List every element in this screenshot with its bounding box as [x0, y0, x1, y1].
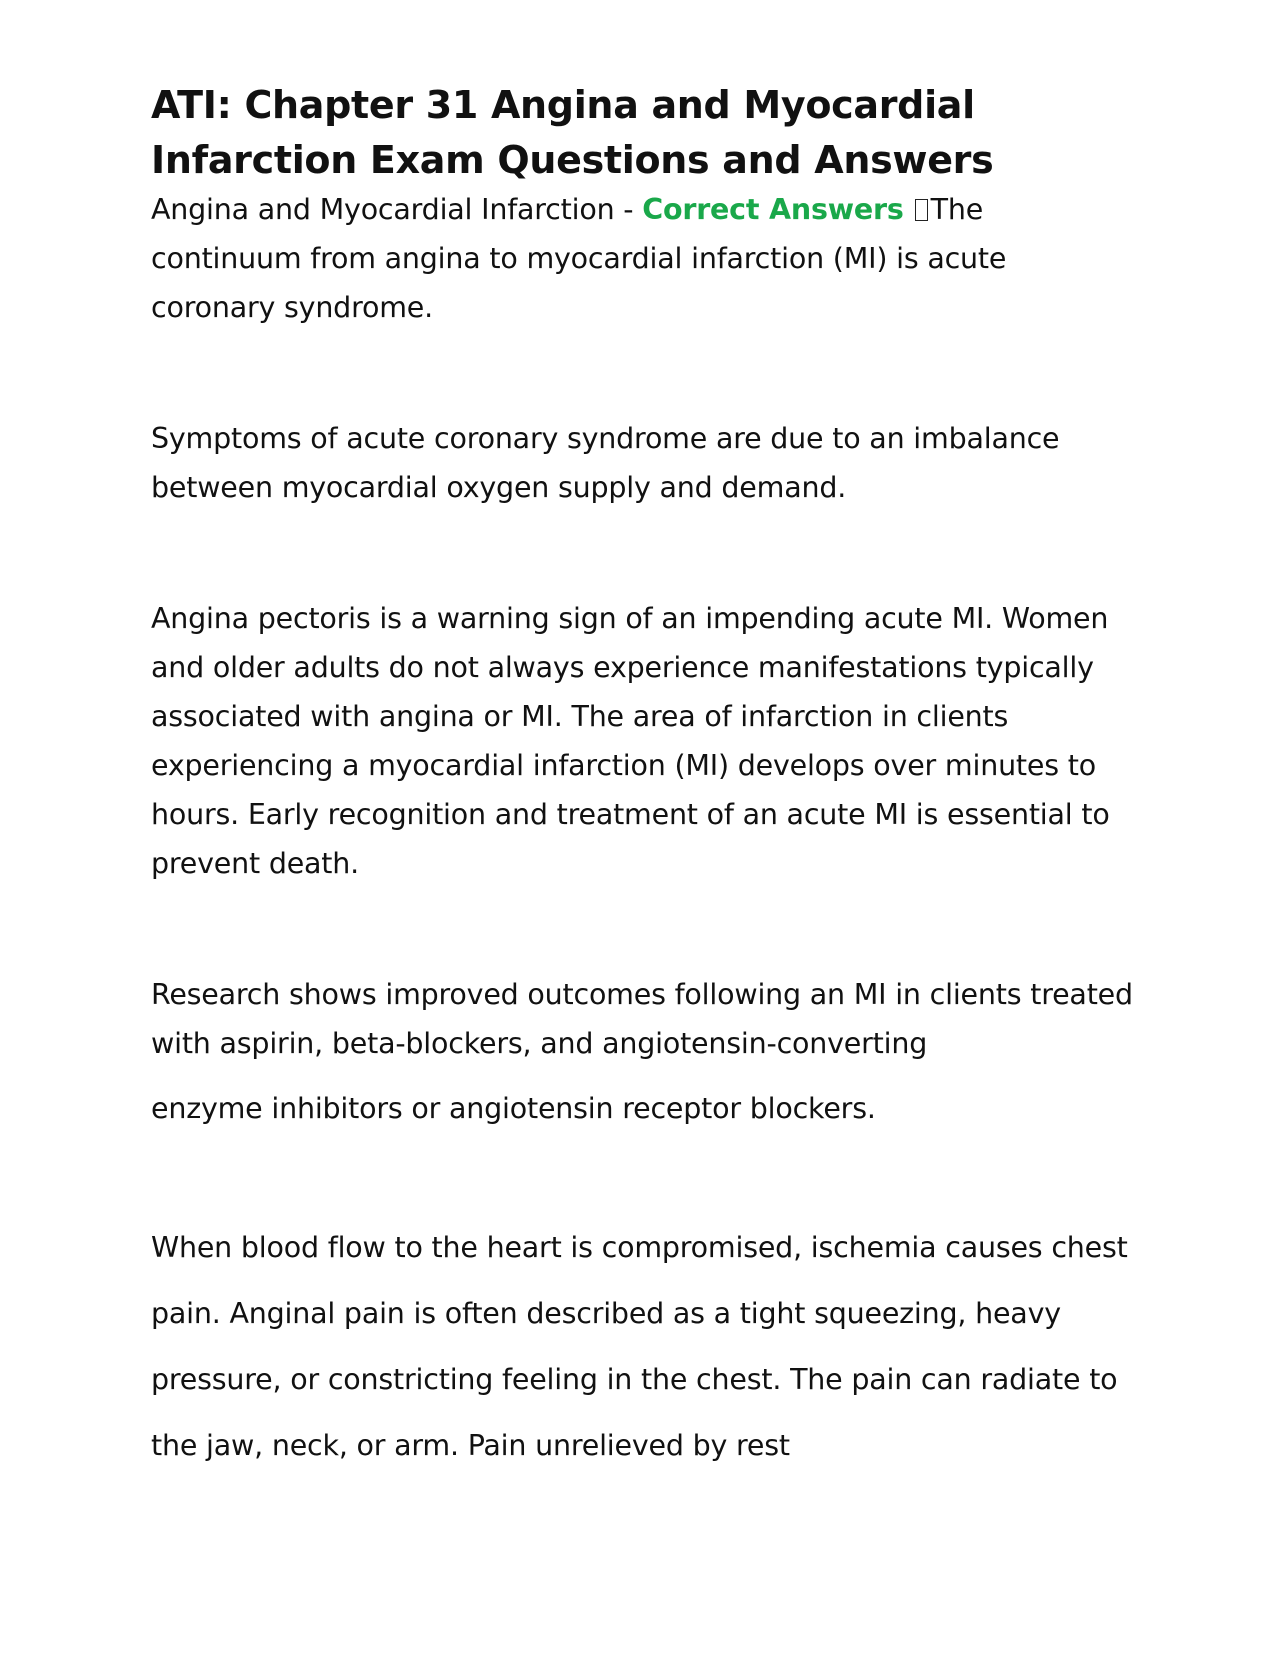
paragraph-angina-pectoris: Angina pectoris is a warning sign of an impending acute MI. Women and older adults do not always experience manifestations typically associated with angina or MI. The area of infarction in clients experiencing a myocardial infarction (MI) develops over minutes to hours. Early recognition and treatment of an acute MI is essential to prevent death. [151, 602, 1110, 880]
paragraph-research [151, 970, 1136, 1133]
research-text-line2: enzyme inhibitors or angiotensin receptor blockers. [151, 1092, 876, 1125]
paragraph-ischemia: When blood flow to the heart is compromised, ischemia causes chest pain. Anginal pain is often described as a tight squeezing, heavy pressure, or constricting feeling in the chest. The pain can radiate to the jaw, neck, or arm. Pain unrelieved by rest [151, 1231, 1128, 1462]
paragraph-symptoms: Symptoms of acute coronary syndrome are due to an imbalance between myocardial oxygen supply and demand. [151, 422, 1060, 504]
missing-glyph-icon [915, 199, 928, 221]
correct-answers-label: Correct Answers [642, 193, 904, 226]
intro-paragraph [151, 185, 1136, 332]
document-page [151, 78, 1136, 1479]
intro-prefix: Angina and Myocardial Infarction - [151, 193, 643, 226]
research-text-line1: Research shows improved outcomes following an MI in clients treated with aspirin, beta-blockers, and angiotensin-converting [151, 978, 1133, 1060]
intro-answer-text: The continuum from angina to myocardial infarction (MI) is acute coronary syndrome. [151, 193, 1007, 324]
document-title: ATI: Chapter 31 Angina and Myocardial Infarction Exam Questions and Answers [151, 83, 994, 182]
